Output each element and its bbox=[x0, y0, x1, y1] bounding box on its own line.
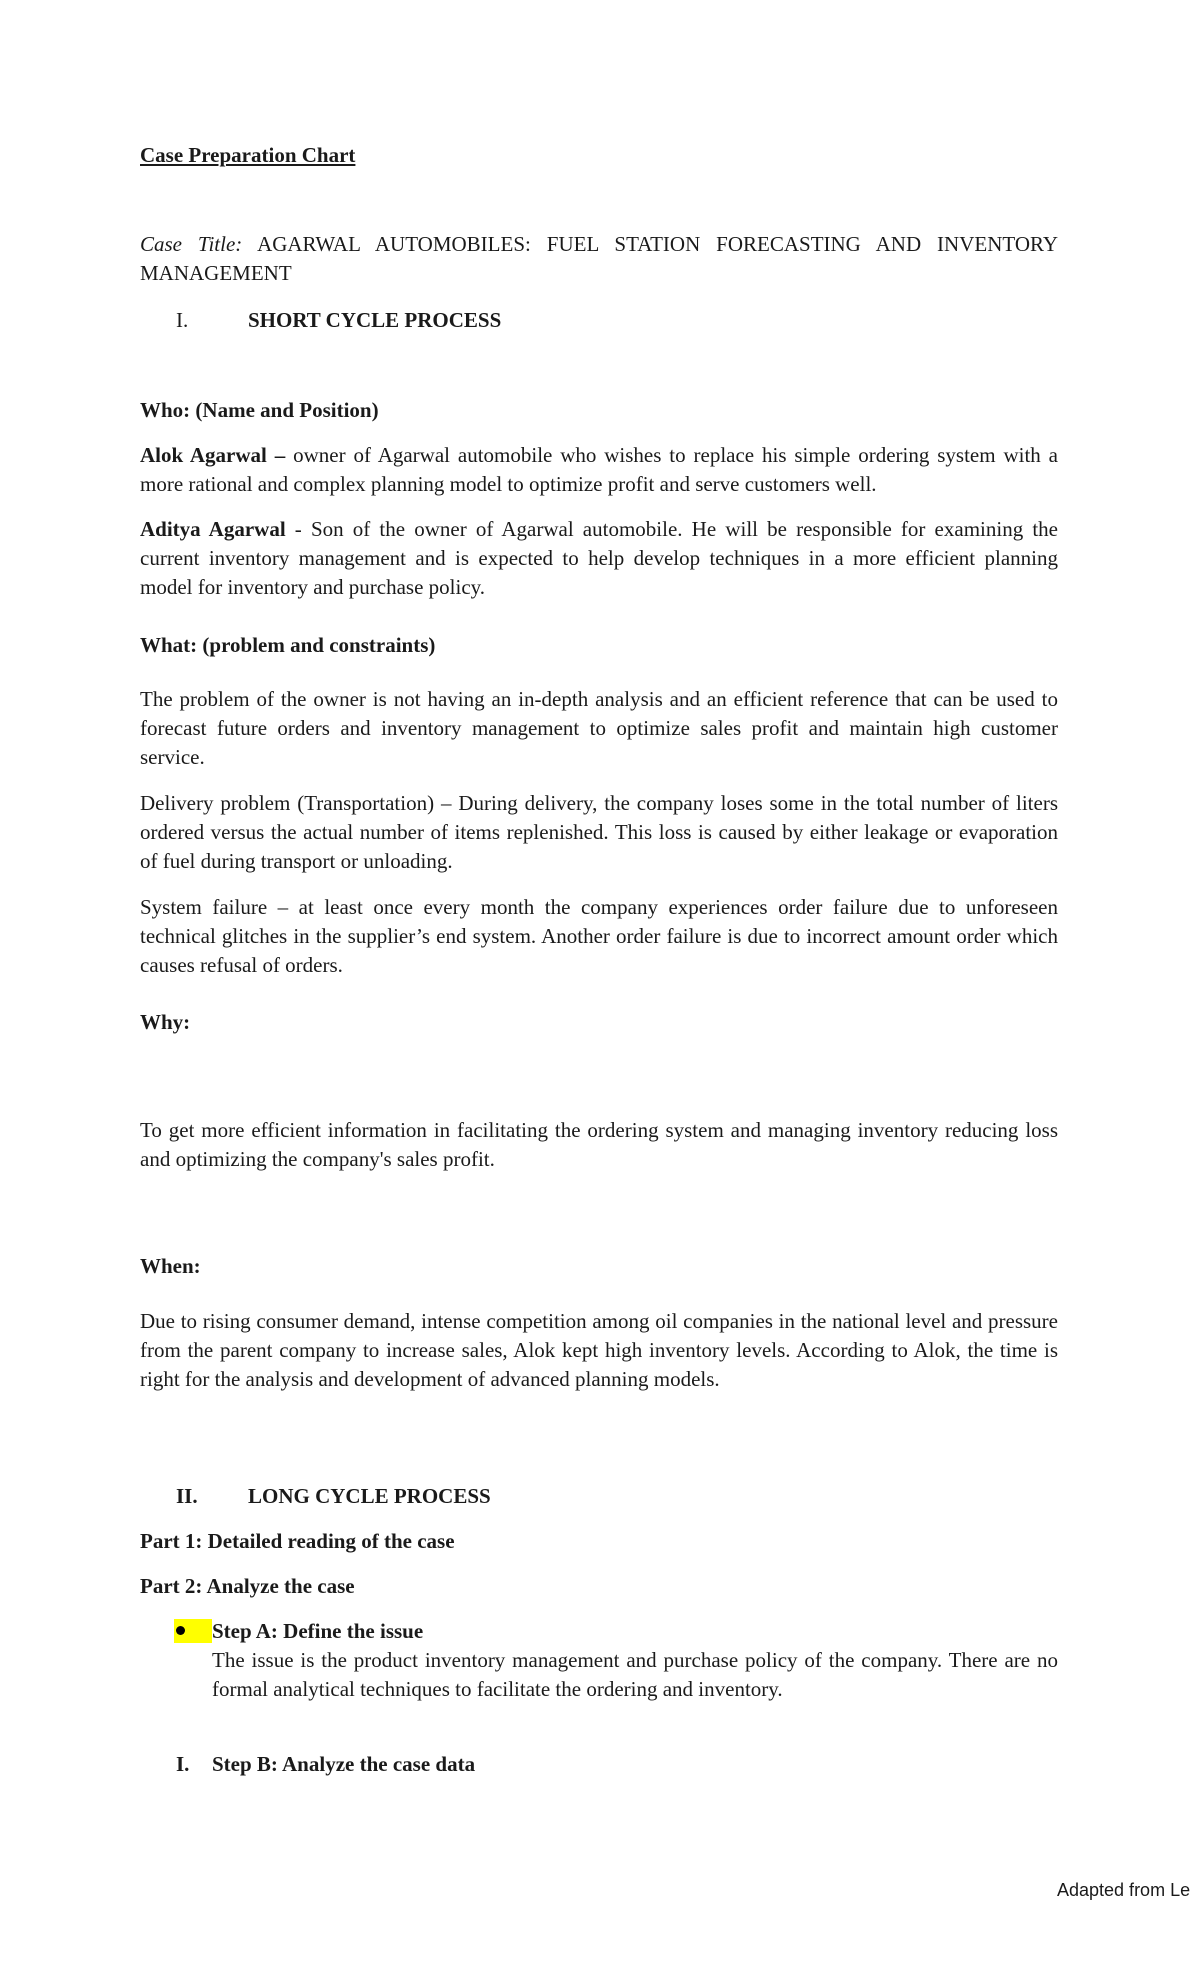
section-number: I. bbox=[176, 308, 189, 332]
why-paragraph: To get more efficient information in facilitating the ordering system and managing inventory reducing loss and optimizing the company's sales profit. bbox=[140, 1118, 1058, 1171]
who-paragraph-alok bbox=[140, 441, 1058, 499]
step-number: I. bbox=[176, 1752, 190, 1776]
what-paragraph-delivery: Delivery problem (Transportation) – During delivery, the company loses some in the total number of liters ordered versus the actual number of items replenished. This loss is caused by either leakage or evaporation of fuel during transport or unloading. bbox=[140, 791, 1058, 873]
case-title bbox=[140, 230, 1058, 288]
why-heading: Why: bbox=[140, 1010, 191, 1034]
page-footer: Adapted from Le bbox=[1057, 1880, 1191, 1900]
case-title-value: AGARWAL AUTOMOBILES: FUEL STATION FORECASTING AND INVENTORY MANAGEMENT bbox=[140, 232, 1058, 285]
step-b-title: Step B: Analyze the case data bbox=[212, 1752, 476, 1776]
who-heading: Who: (Name and Position) bbox=[140, 398, 379, 422]
what-paragraph-system-failure: System failure – at least once every month the company experiences order failure due to unforeseen technical glitches in the supplier’s end system. Another order failure is due to incorrect amount order which causes refusal of orders. bbox=[140, 895, 1058, 977]
case-title-label: Case Title: bbox=[140, 232, 243, 256]
part-2-heading: Part 2: Analyze the case bbox=[140, 1574, 355, 1598]
step-b-heading bbox=[176, 1750, 876, 1779]
section-title: LONG CYCLE PROCESS bbox=[248, 1484, 491, 1508]
person-name: Alok Agarwal – bbox=[140, 443, 286, 467]
what-paragraph-problem: The problem of the owner is not having an in-depth analysis and an efficient reference that can be used to forecast future orders and inventory management to optimize sales profit and maintain high customer service. bbox=[140, 687, 1058, 769]
person-description: owner of Agarwal automobile who wishes to replace his simple ordering system with a more rational and complex planning model to optimize profit and serve customers well. bbox=[140, 443, 1058, 496]
when-paragraph: Due to rising consumer demand, intense competition among oil companies in the national level and pressure from the parent company to increase sales, Alok kept high inventory levels. According to Alok, the time is right for the analysis and development of advanced planning models. bbox=[140, 1309, 1058, 1391]
person-description: - Son of the owner of Agarwal automobile. He will be responsible for examining the current inventory management and is expected to help develop techniques in a more efficient planning model for inventory and purchase policy. bbox=[140, 517, 1059, 599]
when-heading: When: bbox=[140, 1254, 201, 1278]
document-title: Case Preparation Chart bbox=[140, 143, 356, 167]
what-heading: What: (problem and constraints) bbox=[140, 633, 436, 657]
section-number: II. bbox=[176, 1484, 198, 1508]
step-a-title: Step A: Define the issue bbox=[212, 1619, 424, 1643]
step-a-text: The issue is the product inventory management and purchase policy of the company. There are no formal analytical techniques to facilitate the ordering and inventory. bbox=[212, 1648, 1058, 1701]
section-title: SHORT CYCLE PROCESS bbox=[248, 308, 502, 332]
part-1-heading: Part 1: Detailed reading of the case bbox=[140, 1529, 455, 1553]
person-name: Aditya Agarwal bbox=[140, 517, 286, 541]
who-paragraph-aditya bbox=[140, 515, 1058, 602]
section-heading-short-cycle bbox=[176, 306, 876, 335]
section-heading-long-cycle bbox=[176, 1482, 876, 1511]
bullet-icon bbox=[176, 1626, 185, 1635]
